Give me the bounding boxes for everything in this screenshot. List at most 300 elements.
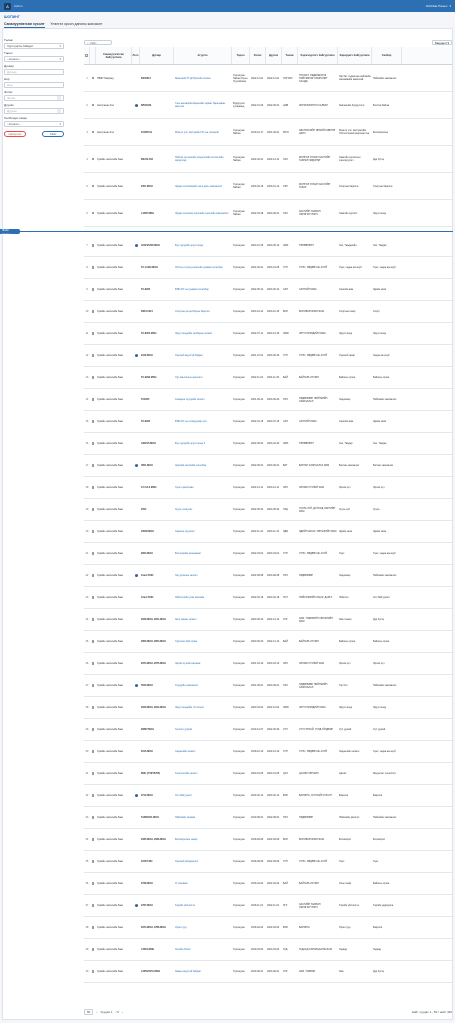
- column-header[interactable]: Лого: [132, 47, 140, 64]
- table-row[interactable]: [84, 173, 452, 200]
- cell-to: 2022-04-04: [267, 882, 280, 885]
- cell-n: 33: [85, 816, 89, 819]
- org-logo-cell: [132, 719, 140, 740]
- column-header[interactable]: Төлөв: [282, 47, 298, 64]
- next-page-icon[interactable]: ›: [121, 1010, 123, 1014]
- cell-resp: Хүнс, хөдөө аж ахуй: [339, 266, 362, 269]
- cell-status: ЭМХ: [283, 442, 289, 445]
- row-checkbox[interactable]: [92, 552, 95, 555]
- row-checkbox[interactable]: [92, 464, 95, 467]
- cell-code[interactable]: 9664-МОН: [141, 552, 153, 555]
- row-checkbox[interactable]: [92, 904, 95, 907]
- floating-chip[interactable]: Фэйс мэдээ: [0, 229, 20, 234]
- filter-code-input[interactable]: Дугаар: [4, 69, 64, 75]
- cell-from: 2018-02-04: [251, 926, 264, 929]
- cell-n: 13: [85, 376, 89, 379]
- prev-page-icon[interactable]: ‹: [96, 1010, 98, 1014]
- cell-text[interactable]: Хүүхдийн хамгаалал: [175, 684, 198, 687]
- table-row[interactable]: [84, 367, 452, 389]
- cell-to: 2022-12-01: [267, 76, 280, 80]
- cell-text[interactable]: Замын аюулгүй байдал: [175, 970, 201, 973]
- table-row[interactable]: [84, 763, 452, 785]
- table-row[interactable]: [84, 521, 452, 543]
- cell-code[interactable]: 3-5-54-0-МОН: [141, 486, 157, 489]
- cell-type: Хүлээгдэж: [233, 354, 245, 357]
- cell-text[interactable]: Уур амьсгалын өөрчлөлт: [175, 376, 203, 379]
- row-checkbox[interactable]: [92, 728, 95, 731]
- cell-code[interactable]: 2846-МОН, 2841-МОН: [141, 618, 166, 621]
- cell-text[interactable]: Хүрээлэн буй орчин: [175, 640, 198, 643]
- table-row[interactable]: [84, 939, 452, 961]
- table-row[interactable]: [84, 917, 452, 939]
- row-checkbox[interactable]: [92, 794, 95, 797]
- chevron-down-icon: ▾: [59, 122, 61, 126]
- column-header[interactable]: Саналуулгатсан байгууллага: [96, 47, 132, 64]
- table-row[interactable]: [84, 587, 452, 609]
- cell-code[interactable]: 2850-МОН, 2854-МОН: [141, 640, 166, 643]
- search-button[interactable]: Хайх: [42, 131, 64, 137]
- cell-impl: ТӨЛӨВЛӨЛТ: [299, 442, 314, 445]
- cell-text[interactable]: Хот байгуулалт: [175, 794, 193, 797]
- row-checkbox[interactable]: [92, 508, 95, 511]
- row-checkbox[interactable]: [92, 882, 95, 885]
- cell-text[interactable]: Эрдэм хөтөлбөр хөгжлийн төсөлийн хамгаалалт: [175, 211, 229, 215]
- cell-status: БАЙ: [283, 640, 288, 643]
- cell-org: Хувийн хэвлэлийн бааз: [97, 926, 123, 929]
- cell-code[interactable]: 2552: [141, 508, 147, 511]
- cell-org: Хувийн хэвлэлийн бааз: [97, 794, 123, 797]
- cell-text[interactable]: Хилийн боомт: [175, 948, 191, 951]
- row-checkbox[interactable]: [92, 926, 95, 929]
- row-checkbox[interactable]: [92, 398, 95, 401]
- cell-text[interactable]: Гар урлалын хөгжил: [175, 574, 198, 577]
- cell-type: Хүлээгдэж: [233, 728, 245, 731]
- cell-code[interactable]: TA-8284: [141, 288, 151, 291]
- cell-code[interactable]: TA-14429 МОН: [141, 266, 158, 269]
- row-checkbox[interactable]: [92, 131, 95, 134]
- cell-resp: Зам тээвэр: [339, 618, 352, 621]
- cell-code[interactable]: TA-8284: [141, 420, 151, 423]
- cell-resp: Хүнс: [339, 552, 345, 555]
- row-checkbox[interactable]: [92, 310, 95, 313]
- cell-text[interactable]: Мөнгөний ХТ-Д Юрэгийн зохион: [175, 76, 211, 80]
- cell-resp: Эрүүл мэнд: [339, 332, 353, 335]
- table-row[interactable]: [84, 697, 452, 719]
- org-logo-cell: [132, 895, 140, 916]
- app-logo[interactable]: A: [4, 3, 11, 10]
- cell-text[interactable]: Хөрөнгө оруулалт: [175, 530, 195, 533]
- cell-impl: ЗАСГИЙН ГАЗРЫН ХЭРЭГЖҮҮЛЭГЧ: [299, 210, 321, 216]
- cell-status: ЭДЯ: [283, 530, 288, 533]
- row-checkbox[interactable]: [92, 354, 95, 357]
- table-row[interactable]: [84, 65, 452, 92]
- row-checkbox[interactable]: [92, 376, 95, 379]
- cell-status: ЗТХ: [283, 970, 288, 973]
- cell-impl: БАРИЛГА, ХОТ БАЙГУУЛАЛТ: [299, 794, 332, 797]
- calendar-icon[interactable]: [57, 109, 61, 113]
- cell-resp: Орон сууц: [339, 926, 351, 929]
- cell-org: Хувийн хэвлэлийн бааз: [97, 838, 123, 841]
- cell-resp: Төрийн үйлчилгээ: [339, 904, 359, 907]
- cell-code[interactable]: 23038 МОН: [141, 530, 154, 533]
- table-row[interactable]: [84, 499, 452, 521]
- column-header[interactable]: Салбар: [372, 47, 402, 64]
- cell-code[interactable]: 3015-МОН: [141, 750, 153, 753]
- filter-from-date[interactable]: Эхлэх: [4, 95, 64, 101]
- cell-sec: Дэд бүтэц: [373, 618, 385, 621]
- cell-sec: Байгаль орчин: [373, 640, 390, 643]
- row-checkbox[interactable]: [92, 288, 95, 291]
- cell-from: 2022-03-01: [251, 552, 264, 555]
- cell-text[interactable]: ФЛБ АГГ-ын хоёрдугаар шат: [175, 420, 207, 423]
- cell-code[interactable]: 3739-МОН: [141, 882, 153, 885]
- org-logo-cell: [132, 257, 140, 278]
- tab-requests[interactable]: Саналуулгатсан хүсэлт: [4, 22, 45, 26]
- row-checkbox[interactable]: [92, 212, 95, 215]
- filter-to-date[interactable]: Дуусах: [4, 108, 64, 114]
- cell-text[interactable]: Бүх хүүхдийн эрүүл мэнд: [175, 244, 204, 247]
- table-row[interactable]: [84, 146, 452, 173]
- column-header[interactable]: Дугаар: [140, 47, 174, 64]
- table-row[interactable]: [84, 719, 452, 741]
- cell-text[interactable]: Нийгэм хүн ашгийн хүмүүжлийн хөтлөгчийн хариулгад: [175, 156, 224, 162]
- cell-text[interactable]: Технологийн хөгжил: [175, 772, 198, 775]
- row-spacer: [84, 227, 452, 235]
- table-row[interactable]: [84, 411, 452, 433]
- cell-code[interactable]: ВОН (СТЕТ3795): [141, 772, 161, 775]
- cell-code[interactable]: 2085-МОН, 2086-МОН: [141, 838, 166, 841]
- table-row[interactable]: [84, 235, 452, 257]
- table-row[interactable]: [84, 741, 452, 763]
- cell-code[interactable]: ВХ242-002: [141, 157, 154, 161]
- cell-to: 2023-05-22: [267, 508, 280, 511]
- row-checkbox[interactable]: [92, 158, 95, 161]
- cell-text[interactable]: Эрүүл мэндийн тогтолцоо: [175, 706, 204, 709]
- row-checkbox[interactable]: [92, 618, 95, 621]
- cell-resp: Гэр бүл: [339, 684, 348, 687]
- row-checkbox[interactable]: [92, 816, 95, 819]
- search-icon: ⌕: [87, 40, 89, 45]
- cell-impl: ХҮНС, ХӨДӨӨ АЖ АХУЙ: [299, 860, 328, 863]
- row-checkbox[interactable]: [92, 574, 95, 577]
- cell-resp: Хөх, Төвдөр: [339, 442, 353, 445]
- row-checkbox[interactable]: [92, 266, 95, 269]
- cell-n: 30: [85, 750, 89, 753]
- table-row[interactable]: [84, 301, 452, 323]
- tab-evaluated[interactable]: Үнэлгээ орсон дансны жагсаалт: [50, 22, 103, 26]
- cell-to: 2022-08-01: [267, 816, 280, 819]
- row-checkbox[interactable]: [92, 772, 95, 775]
- cell-type: Хүлээгдэж: [233, 816, 245, 819]
- table-row[interactable]: [84, 345, 452, 367]
- cell-to: 2023-08-08: [267, 574, 280, 577]
- table-row[interactable]: [84, 257, 452, 279]
- row-checkbox[interactable]: [92, 706, 95, 709]
- row-checkbox[interactable]: [92, 185, 95, 188]
- filter-status-label: Төрөл: [4, 51, 13, 55]
- row-checkbox[interactable]: [92, 244, 95, 247]
- cell-type: Хүлээгдэж: [233, 684, 245, 687]
- cell-n: 3: [86, 130, 88, 134]
- org-logo-cell: [132, 119, 140, 145]
- table-row[interactable]: [84, 653, 452, 675]
- table-row[interactable]: [84, 609, 452, 631]
- table-row[interactable]: [84, 895, 452, 917]
- table-row[interactable]: [84, 961, 452, 983]
- cell-text[interactable]: Нийслэлийн усан хангамж: [175, 596, 205, 599]
- cell-to: 2022-11-01: [267, 904, 280, 907]
- cell-impl: МОНГОЛ УЛСЫН ЗАСГИЙН ГАЗРЫН ЭРДЭНЭТ: [299, 156, 331, 162]
- cell-text[interactable]: Ахмадын хүүхдийн хөгжил: [175, 398, 205, 401]
- cell-org: Хувийн хэвлэлийн бааз: [97, 288, 123, 291]
- table-row[interactable]: [84, 92, 452, 119]
- row-checkbox[interactable]: [92, 596, 95, 599]
- cell-status: БАЙ: [283, 376, 288, 379]
- row-checkbox[interactable]: [92, 970, 95, 973]
- cell-code[interactable]: Grant 5034: [141, 574, 154, 577]
- cell-code[interactable]: TA0025: [141, 398, 150, 401]
- filter-org-label: Холбогдох газар: [4, 116, 27, 120]
- table-row[interactable]: [84, 477, 452, 499]
- row-checkbox[interactable]: [92, 838, 95, 841]
- row-checkbox[interactable]: [92, 860, 95, 863]
- table-row[interactable]: [84, 873, 452, 895]
- chevron-down-icon: ▾: [449, 4, 451, 8]
- cell-code[interactable]: 42424/0406 МОН: [141, 244, 160, 247]
- cell-sec: Эрүүл мэнд: [373, 706, 387, 709]
- cell-code[interactable]: ВЛХ2023: [141, 103, 152, 107]
- cell-code[interactable]: 321ВУ011: [141, 130, 152, 134]
- cell-from: 2018-10-10: [251, 750, 264, 753]
- filter-type-select[interactable]: Хүргэгдсэн байдал ▾: [4, 43, 64, 49]
- cell-org: Хувийн хэвлэлийн бааз: [97, 970, 123, 973]
- cell-from: 2022-11-02: [251, 376, 264, 379]
- cell-from: 2022-05-22: [251, 508, 264, 511]
- table-row[interactable]: [84, 565, 452, 587]
- data-table: [84, 47, 452, 983]
- cell-text[interactable]: Эрүүл мэндийн салбарын хөгжил: [175, 332, 213, 335]
- cell-text[interactable]: Орон сууц: [175, 926, 187, 929]
- cell-sec: Хөх, Төвдөр: [373, 442, 387, 445]
- cell-sec: Мэдээлэл технологи: [373, 772, 396, 775]
- cell-code[interactable]: А00015-МОН: [141, 442, 156, 445]
- cell-type: Хүлээгдэж: [233, 288, 245, 291]
- cell-resp: Байгаль орчин: [339, 376, 356, 379]
- cell-org: Хувийн хэвлэлийн бааз: [97, 332, 123, 335]
- table-row[interactable]: [84, 200, 452, 227]
- cell-code[interactable]: 4851-МОН: [141, 464, 153, 467]
- row-checkbox[interactable]: [92, 77, 95, 80]
- filter-org-select[interactable]: --Сонгох-- ▾: [4, 121, 64, 127]
- clear-button[interactable]: Цэвэрлэх: [4, 131, 26, 137]
- cell-type: Хүлээгдэж: [233, 706, 245, 709]
- cell-code[interactable]: 5023-МОН: [141, 684, 153, 687]
- cell-status: ЭМЯ: [283, 332, 289, 335]
- page-size-select[interactable]: 50: [84, 1009, 93, 1015]
- cell-n: 16: [85, 442, 89, 445]
- cell-text[interactable]: Авто замын хөгжил: [175, 618, 197, 621]
- cell-text[interactable]: Ус хангамж: [175, 882, 188, 885]
- cell-text[interactable]: Хүнсний үйлдвэрлэл: [175, 860, 198, 863]
- cell-status: ХОТ: [283, 596, 288, 599]
- cell-org: Хувийн хэвлэлийн бааз: [97, 860, 123, 863]
- cell-code[interactable]: 96887 МОН: [141, 728, 154, 731]
- column-header[interactable]: Хариуцагч байгууллага: [338, 47, 372, 64]
- table-row[interactable]: [84, 785, 452, 807]
- cell-org: Хувийн хэвлэлийн бааз: [97, 640, 123, 643]
- cell-code[interactable]: 3712-МОН: [141, 794, 153, 797]
- table-row[interactable]: [84, 455, 452, 477]
- cell-text[interactable]: Геологи уурхай: [175, 728, 192, 731]
- table-row[interactable]: [84, 119, 452, 146]
- cell-resp: Гадаад: [339, 948, 347, 951]
- more-dropdown[interactable]: Мөрдөлт ▾: [432, 40, 452, 45]
- row-checkbox[interactable]: [92, 104, 95, 107]
- cell-code[interactable]: L2659/3151-МОН: [141, 970, 161, 973]
- cell-text[interactable]: Эрчим хүчний хангамж: [175, 662, 201, 665]
- cell-text[interactable]: Төрийн үйлчилгээ: [175, 904, 195, 907]
- cell-to: 2023-05-12: [267, 244, 280, 247]
- calendar-icon[interactable]: [57, 96, 61, 100]
- cell-code[interactable]: R004-0021: [141, 310, 153, 313]
- cell-text[interactable]: Нийгмийн халамж: [175, 816, 196, 819]
- column-header[interactable]: Эхлэх: [250, 47, 266, 64]
- table-row[interactable]: [84, 631, 452, 653]
- row-checkbox[interactable]: [92, 420, 95, 423]
- cell-n: 31: [85, 772, 89, 775]
- column-header[interactable]: Дуусах: [266, 47, 282, 64]
- table-row[interactable]: [84, 323, 452, 345]
- cell-resp: Сангийн яам: [339, 420, 354, 423]
- row-checkbox[interactable]: [92, 948, 95, 951]
- org-logo-cell: [132, 785, 140, 806]
- cell-code[interactable]: 9418 МОН: [141, 354, 153, 357]
- cell-org: Амстрахан-Хэл: [97, 130, 114, 134]
- cell-text[interactable]: ХСЗ-ын хүүхэд хөгжлийн дэмжих хөтөлбөр: [175, 266, 223, 269]
- cell-n: 23: [85, 596, 89, 599]
- cell-from: 2022-02-18: [251, 596, 264, 599]
- cell-n: 35: [85, 860, 89, 863]
- cell-sec: Төрийн удирдлага: [373, 904, 394, 907]
- cell-text[interactable]: Хууль сахиулах: [175, 508, 193, 511]
- org-logo-cell: [132, 609, 140, 630]
- table-row[interactable]: [84, 543, 452, 565]
- cell-code[interactable]: 3974-МОН, 3786-МОН: [141, 926, 166, 929]
- cell-n: 24: [85, 618, 89, 621]
- row-checkbox[interactable]: [92, 332, 95, 335]
- cell-n: 4: [86, 157, 88, 161]
- row-checkbox[interactable]: [92, 530, 95, 533]
- cell-n: 22: [85, 574, 89, 577]
- cell-text[interactable]: Гэрэл цахилгаан: [175, 486, 194, 489]
- table-row[interactable]: [84, 807, 452, 829]
- cell-text[interactable]: Спортын цогцолборын барилга: [175, 310, 210, 313]
- cell-text[interactable]: Хүнсний аюулгүй байдал: [175, 354, 203, 357]
- row-checkbox[interactable]: [92, 640, 95, 643]
- cell-to: 2023-03-10: [267, 662, 280, 665]
- table-search-input[interactable]: ⌕ Хайх: [84, 40, 112, 45]
- cell-text[interactable]: Бэлчээрийн менежмент: [175, 552, 202, 555]
- row-checkbox[interactable]: [92, 662, 95, 665]
- cell-code[interactable]: TA-9990 МОН: [141, 376, 157, 379]
- cell-text[interactable]: Хөдөөгийн хөгжил: [175, 750, 196, 753]
- cell-code[interactable]: 2767-МОН: [141, 904, 153, 907]
- cell-from: 2023-10-25: [251, 244, 264, 247]
- cell-text[interactable]: Гэнэ өөнхөрийн Ерөнхийн хөрвөх барьцааны өөрчлөх: [175, 102, 226, 108]
- cell-code[interactable]: 3216Т-МН: [141, 860, 153, 863]
- row-checkbox[interactable]: [92, 486, 95, 489]
- cell-text[interactable]: Цэргийн хөгжлийн хөтөлбөр: [175, 464, 207, 467]
- column-header[interactable]: Төрөл: [232, 47, 250, 64]
- user-menu[interactable]: [426, 4, 451, 8]
- cell-code[interactable]: TA-8304 МОН: [141, 332, 157, 335]
- cell-impl: МОНГОЛ УЛСЫН ЗАСГИЙН ГАЗАР: [299, 183, 331, 189]
- cell-to: 2022-12-04: [267, 706, 280, 709]
- cell-n: 26: [85, 662, 89, 665]
- cell-impl: ХӨДӨЛМӨР: [299, 574, 313, 577]
- table-row[interactable]: [84, 433, 452, 455]
- row-checkbox[interactable]: [92, 750, 95, 753]
- cell-org: Хувийн хэвлэлийн бааз: [97, 904, 123, 907]
- cell-type: Хүлээгдэж: [233, 574, 245, 577]
- cell-impl: БАЙГАЛЬ ОРЧИН: [299, 882, 319, 885]
- cell-n: 29: [85, 728, 89, 731]
- cell-from: 2021-09-12: [251, 398, 264, 401]
- cell-text[interactable]: Боловсролын чанар: [175, 838, 198, 841]
- cell-code[interactable]: ВЗ02012: [141, 76, 151, 80]
- table-row[interactable]: [84, 675, 452, 697]
- cell-text[interactable]: Монгол улс, Австрыйн ГАГ-ын гэрээний: [175, 130, 219, 134]
- select-all-checkbox[interactable]: [85, 54, 88, 57]
- cell-sec: Эдийн засаг: [373, 420, 387, 423]
- cell-text[interactable]: ФЛБ АГГ-ын дэмжих хөтөлбөр: [175, 288, 209, 291]
- cell-status: БОЛ: [283, 310, 288, 313]
- cell-sec: Хөдөө аж ахуй: [373, 354, 390, 357]
- cell-resp: Эрүүл мэнд: [339, 706, 353, 709]
- cell-code[interactable]: 51386/321-МОН: [141, 816, 159, 819]
- cell-code[interactable]: L3084-МОН: [141, 948, 155, 951]
- column-header[interactable]: Агуулга: [174, 47, 232, 64]
- table-row[interactable]: [84, 851, 452, 873]
- cell-sec: Хот байгуулалт: [373, 596, 391, 599]
- table-row[interactable]: [84, 389, 452, 411]
- cell-status: НХХ: [283, 816, 288, 819]
- cell-code[interactable]: Grant 5034: [141, 596, 154, 599]
- breadcrumb[interactable]: ШОПИНГ: [4, 15, 20, 19]
- table-row[interactable]: [84, 279, 452, 301]
- cell-type: Хүлээгдэж: [233, 552, 245, 555]
- cell-from: 2021-07-01: [251, 354, 264, 357]
- org-logo-cell: [132, 367, 140, 388]
- filter-status-select[interactable]: --Сонгох-- ▾: [4, 56, 64, 62]
- cell-code[interactable]: L4485 МОН: [141, 211, 155, 215]
- cell-org: Хувийн хэвлэлийн бааз: [97, 486, 123, 489]
- cell-code[interactable]: 2843-МОН, 2844-МОН: [141, 706, 166, 709]
- page-label: Хуудас 1: [100, 1010, 113, 1014]
- cell-code[interactable]: 2304 МОН: [141, 184, 153, 188]
- table-row[interactable]: [84, 829, 452, 851]
- row-checkbox[interactable]: [92, 442, 95, 445]
- cell-status: ЗГХ: [283, 904, 288, 907]
- filter-name-input[interactable]: Нэр: [4, 82, 64, 88]
- column-header[interactable]: Хэрэгжүүлэгч байгууллага: [298, 47, 338, 64]
- cell-text[interactable]: Эрдэм хөтөлбөрийн нэгж дахь хамгаалалт: [175, 184, 223, 188]
- cell-code[interactable]: 2874-МОН, 2875-МОН: [141, 662, 166, 665]
- row-checkbox[interactable]: [92, 684, 95, 687]
- org-logo-cell: [132, 829, 140, 850]
- cell-text[interactable]: Бүх хүүхдийн эрүүл мэнд II: [175, 442, 206, 445]
- org-logo-cell: [132, 65, 140, 91]
